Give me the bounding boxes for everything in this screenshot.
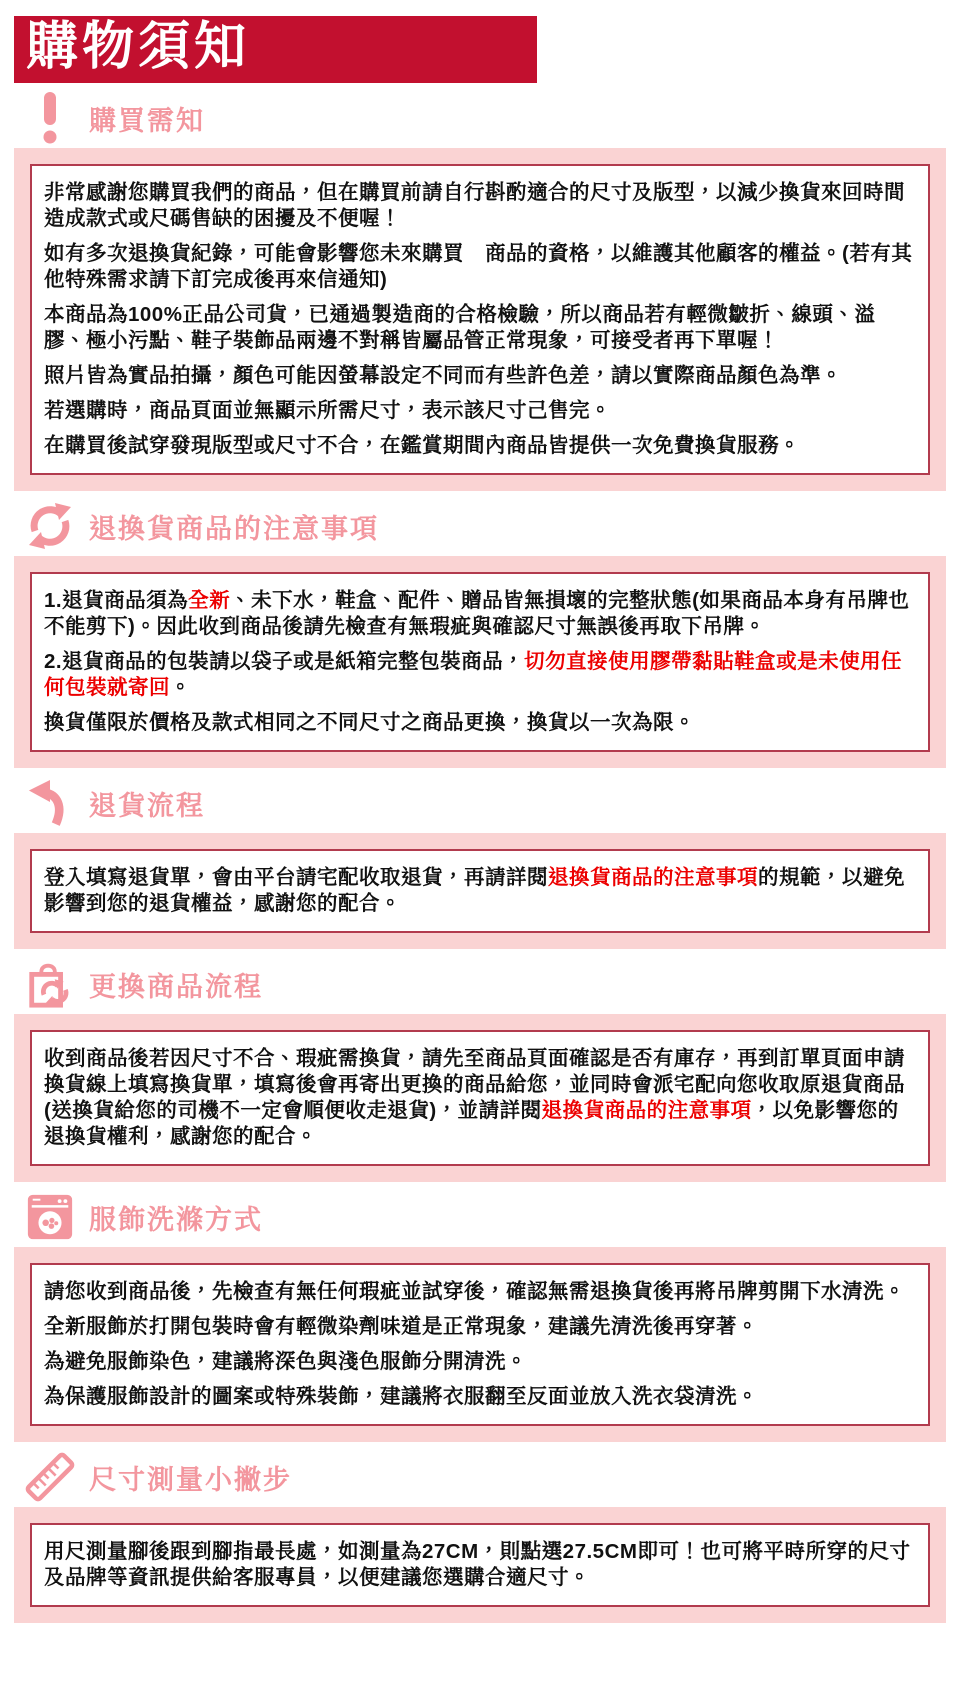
paragraph bbox=[44, 710, 916, 736]
notice-box-content bbox=[30, 164, 930, 475]
notice-box bbox=[14, 556, 946, 768]
notice-box bbox=[14, 833, 946, 949]
section-purchase-notice bbox=[0, 92, 960, 491]
notice-box-content bbox=[30, 572, 930, 752]
paragraph bbox=[44, 1279, 916, 1305]
paragraph bbox=[44, 433, 916, 459]
notice-box bbox=[14, 1014, 946, 1182]
return-arrow-icon bbox=[24, 777, 76, 829]
refresh-icon bbox=[24, 500, 76, 552]
paragraph bbox=[44, 302, 916, 354]
paragraph bbox=[44, 398, 916, 424]
paragraph bbox=[44, 363, 916, 389]
exclamation-icon bbox=[24, 92, 76, 144]
section-header bbox=[24, 1451, 946, 1503]
paragraph bbox=[44, 1046, 916, 1150]
body-text: 全新服飾於打開包裝時會有輕微染劑味道是正常現象，建議先清洗後再穿著。 bbox=[44, 1315, 758, 1339]
section-title: 服飾洗滌方式 bbox=[89, 1204, 263, 1235]
paragraph bbox=[44, 241, 916, 293]
section-header bbox=[24, 958, 946, 1010]
body-text: 。 bbox=[170, 676, 191, 700]
section-title: 退貨流程 bbox=[89, 790, 205, 821]
paragraph bbox=[44, 1384, 916, 1410]
section-title: 更換商品流程 bbox=[89, 971, 263, 1002]
paragraph bbox=[44, 1314, 916, 1340]
emphasis-text: 全新 bbox=[188, 589, 231, 613]
section-title: 退換貨商品的注意事項 bbox=[89, 513, 379, 544]
emphasis-text: 退換貨商品的注意事項 bbox=[541, 1099, 752, 1123]
section-header bbox=[24, 500, 946, 552]
notice-box bbox=[14, 148, 946, 491]
body-text: 本商品為100%正品公司貨，已通過製造商的合格檢驗，所以商品若有輕微皺折、線頭、溢膠、極小污點、鞋子裝飾品兩邊不對稱皆屬品管正常現象，可接受者再下單喔！ bbox=[44, 303, 876, 353]
notice-box-content bbox=[30, 1523, 930, 1607]
body-text: ，以免影響您的退換貨權利，感謝您的配合。 bbox=[44, 1099, 899, 1149]
paragraph bbox=[44, 649, 916, 701]
section-header bbox=[24, 777, 946, 829]
body-text: 如有多次退換貨紀錄，可能會影響您未來購買 商品的資格，以維護其他顧客的權益。(若有其他特殊需求請下訂完成後再來信通知) bbox=[44, 242, 913, 292]
emphasis-text: 切勿直接使用膠帶黏貼鞋盒或是未使用任何包裝就寄回 bbox=[44, 650, 903, 700]
section-washing-instructions bbox=[0, 1191, 960, 1442]
section-exchange-process bbox=[0, 958, 960, 1182]
body-text: 用尺測量腳後跟到腳指最長處，如測量為27CM，則點選27.5CM即可！也可將平時所穿的尺寸及品牌等資訊提供給客服專員，以便建議您選購合適尺寸。 bbox=[44, 1540, 911, 1590]
body-text: 請您收到商品後，先檢查有無任何瑕疵並試穿後，確認無需退換貨後再將吊牌剪開下水清洗。 bbox=[44, 1280, 905, 1304]
body-text: 的規範，以避免影響到您的退貨權益，感謝您的配合。 bbox=[44, 866, 905, 916]
body-text: 若選購時，商品頁面並無顯示所需尺寸，表示該尺寸己售完。 bbox=[44, 399, 611, 423]
section-return-process bbox=[0, 777, 960, 949]
section-size-measuring-tips bbox=[0, 1451, 960, 1623]
body-text: 為避免服飾染色，建議將深色與淺色服飾分開清洗。 bbox=[44, 1350, 527, 1374]
page-title: 購物須知 bbox=[14, 16, 537, 83]
body-text: 2.退貨商品的包裝請以袋子或是紙箱完整包裝商品， bbox=[44, 650, 525, 674]
body-text: 非常感謝您購買我們的商品，但在購買前請自行斟酌適合的尺寸及版型，以減少換貨來回時間造成款式或尺碼售缺的困擾及不便喔！ bbox=[44, 181, 905, 231]
section-return-exchange-notes bbox=[0, 500, 960, 768]
paragraph bbox=[44, 1349, 916, 1375]
washing-machine-icon bbox=[24, 1191, 76, 1243]
section-header bbox=[24, 92, 946, 144]
paragraph bbox=[44, 180, 916, 232]
notice-box-content bbox=[30, 1263, 930, 1426]
body-text: 換貨僅限於價格及款式相同之不同尺寸之商品更換，換貨以一次為限。 bbox=[44, 711, 695, 735]
ruler-icon bbox=[24, 1451, 76, 1503]
body-text: 在購買後試穿發現版型或尺寸不合，在鑑賞期間內商品皆提供一次免費換貨服務。 bbox=[44, 434, 800, 458]
notice-box-content bbox=[30, 1030, 930, 1166]
paragraph bbox=[44, 588, 916, 640]
paragraph bbox=[44, 1539, 916, 1591]
body-text: 收到商品後若因尺寸不合、瑕疵需換貨，請先至商品頁面確認是否有庫存，再到訂單頁面申請換貨線上填寫換貨單，填寫後會再寄出更換的商品給您，並同時會派宅配向您收取原退貨商品(送換貨給您的司機不一定會順便收走退貨)，並請詳閱 bbox=[44, 1047, 905, 1123]
notice-box bbox=[14, 1507, 946, 1623]
body-text: 為保護服飾設計的圖案或特殊裝飾，建議將衣服翻至反面並放入洗衣袋清洗。 bbox=[44, 1385, 758, 1409]
section-header bbox=[24, 1191, 946, 1243]
body-text: 1.退貨商品須為 bbox=[44, 589, 189, 613]
body-text: 登入填寫退貨單，會由平台請宅配收取退貨，再請詳閱 bbox=[44, 866, 548, 890]
bag-exchange-icon bbox=[24, 958, 76, 1010]
body-text: 、未下水，鞋盒、配件、贈品皆無損壞的完整狀態(如果商品本身有吊牌也不能剪下)。因此收到商品後請先檢查有無瑕疵與確認尺寸無誤後再取下吊牌。 bbox=[44, 589, 910, 639]
section-title: 購買需知 bbox=[89, 105, 205, 136]
paragraph bbox=[44, 865, 916, 917]
notice-box bbox=[14, 1247, 946, 1442]
section-title: 尺寸測量小撇步 bbox=[89, 1464, 292, 1495]
body-text: 照片皆為實品拍攝，顏色可能因螢幕設定不同而有些許色差，請以實際商品顏色為準。 bbox=[44, 364, 842, 388]
notice-box-content bbox=[30, 849, 930, 933]
emphasis-text: 退換貨商品的注意事項 bbox=[548, 866, 758, 890]
